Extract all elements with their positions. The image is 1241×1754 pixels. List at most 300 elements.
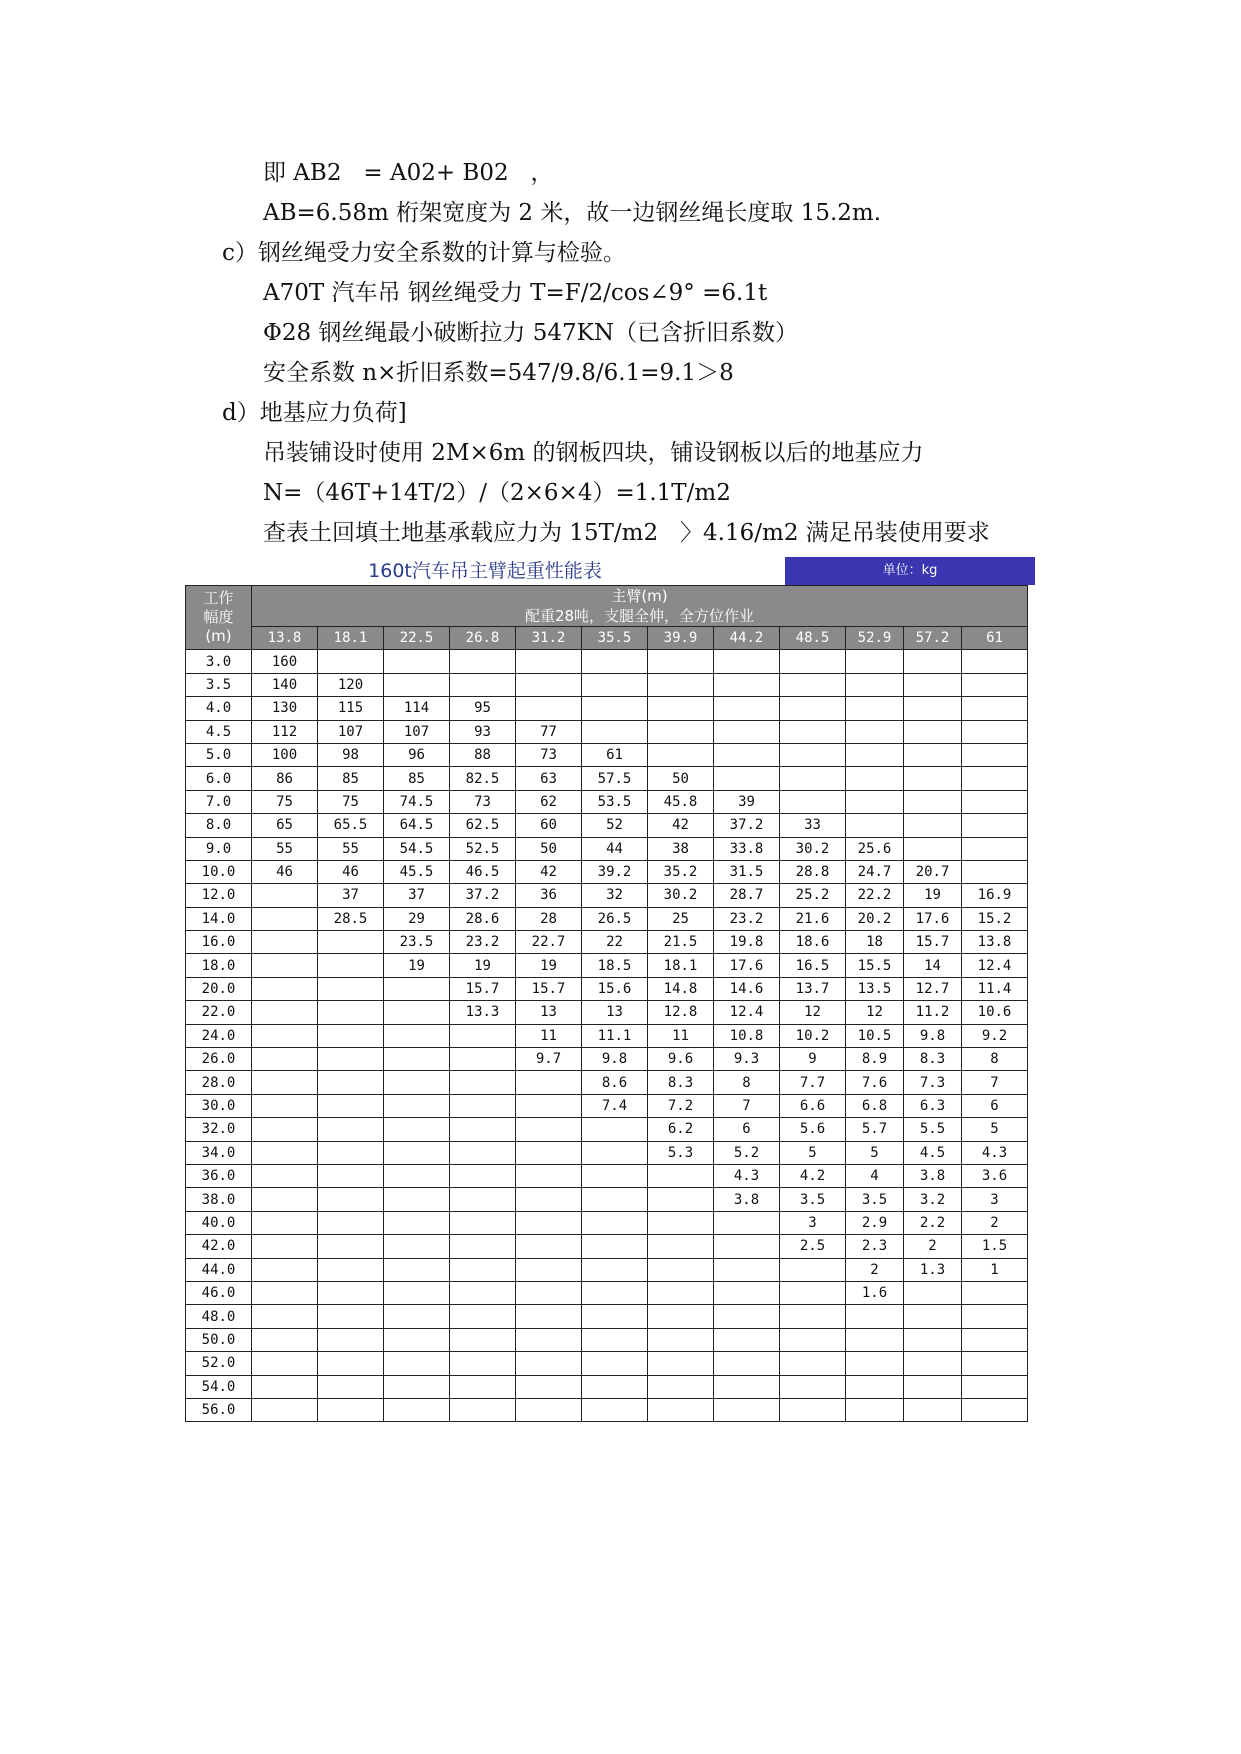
capacity-cell: 28 [516,907,582,930]
capacity-cell [450,1281,516,1304]
capacity-cell [384,650,450,673]
capacity-cell: 25.2 [780,884,846,907]
capacity-cell [582,1305,648,1328]
capacity-cell: 9 [780,1048,846,1071]
capacity-cell: 7 [714,1094,780,1117]
capacity-cell: 33.8 [714,837,780,860]
capacity-cell: 30.2 [780,837,846,860]
capacity-cell [648,1398,714,1421]
capacity-cell [582,1118,648,1141]
capacity-cell [252,1281,318,1304]
capacity-cell: 88 [450,743,516,766]
capacity-cell: 4.2 [780,1164,846,1187]
radius-header [186,586,252,650]
capacity-cell: 86 [252,767,318,790]
radius-cell: 22.0 [186,1001,252,1024]
capacity-cell: 50 [516,837,582,860]
capacity-cell: 5 [846,1141,904,1164]
capacity-cell [450,1141,516,1164]
capacity-cell: 75 [318,790,384,813]
capacity-cell [318,1188,384,1211]
capacity-cell: 28.6 [450,907,516,930]
capacity-cell: 12 [780,1001,846,1024]
capacity-cell [846,790,904,813]
table-row [186,1164,1028,1187]
capacity-cell [846,1328,904,1351]
capacity-cell: 6.6 [780,1094,846,1117]
capacity-cell: 37 [318,884,384,907]
capacity-cell: 2 [846,1258,904,1281]
capacity-cell [318,1211,384,1234]
capacity-cell [962,1281,1028,1304]
capacity-cell [582,1352,648,1375]
capacity-cell [318,1001,384,1024]
capacity-cell: 10.8 [714,1024,780,1047]
capacity-cell [450,1258,516,1281]
capacity-cell: 19 [904,884,962,907]
capacity-cell: 140 [252,673,318,696]
capacity-cell: 37.2 [450,884,516,907]
capacity-cell [962,697,1028,720]
capacity-cell [450,1118,516,1141]
radius-cell: 24.0 [186,1024,252,1047]
capacity-cell: 19.8 [714,931,780,954]
capacity-cell [450,1094,516,1117]
capacity-cell: 14 [904,954,962,977]
table-row [186,860,1028,883]
boom-length-cell: 57.2 [904,627,962,650]
capacity-cell [516,1352,582,1375]
capacity-cell [962,790,1028,813]
capacity-cell [252,977,318,1000]
capacity-cell [252,1258,318,1281]
capacity-cell: 52 [582,814,648,837]
table-row [186,1328,1028,1351]
table-row [186,1211,1028,1234]
capacity-cell: 11.1 [582,1024,648,1047]
capacity-cell [648,1328,714,1351]
capacity-cell: 17.6 [904,907,962,930]
capacity-cell [450,1048,516,1071]
capacity-cell [648,1188,714,1211]
capacity-cell [384,1188,450,1211]
capacity-cell: 82.5 [450,767,516,790]
capacity-cell: 29 [384,907,450,930]
capacity-cell [904,697,962,720]
capacity-cell: 4.3 [962,1141,1028,1164]
radius-cell: 38.0 [186,1188,252,1211]
capacity-cell [780,767,846,790]
capacity-cell [904,743,962,766]
table-row [186,1235,1028,1258]
boom-length-cell: 52.9 [846,627,904,650]
radius-cell: 6.0 [186,767,252,790]
capacity-cell [780,1375,846,1398]
capacity-cell: 95 [450,697,516,720]
capacity-cell [252,1235,318,1258]
capacity-cell [516,1398,582,1421]
table-row [186,1352,1028,1375]
capacity-cell [318,1375,384,1398]
capacity-cell: 32 [582,884,648,907]
capacity-cell: 28.5 [318,907,384,930]
capacity-cell [904,1305,962,1328]
capacity-cell: 130 [252,697,318,720]
radius-cell: 54.0 [186,1375,252,1398]
capacity-cell: 107 [318,720,384,743]
table-row [186,954,1028,977]
capacity-cell: 10.5 [846,1024,904,1047]
radius-cell: 34.0 [186,1141,252,1164]
table-row [186,1305,1028,1328]
capacity-cell: 8.9 [846,1048,904,1071]
capacity-cell: 36 [516,884,582,907]
capacity-cell: 35.2 [648,860,714,883]
capacity-cell: 2.2 [904,1211,962,1234]
radius-cell: 5.0 [186,743,252,766]
capacity-cell: 107 [384,720,450,743]
capacity-cell [252,1188,318,1211]
capacity-cell [450,1305,516,1328]
capacity-cell [450,1188,516,1211]
boom-note: 配重28吨，支腿全伸，全方位作业 [524,607,755,625]
capacity-cell [252,1048,318,1071]
boom-length-cell: 48.5 [780,627,846,650]
capacity-cell: 55 [252,837,318,860]
capacity-cell: 46 [318,860,384,883]
table-row [186,1375,1028,1398]
radius-cell: 16.0 [186,931,252,954]
table-row [186,907,1028,930]
capacity-cell [582,650,648,673]
capacity-cell [962,1305,1028,1328]
capacity-cell: 7 [962,1071,1028,1094]
capacity-cell: 13 [582,1001,648,1024]
capacity-cell [648,1281,714,1304]
capacity-cell [846,767,904,790]
capacity-cell [582,1375,648,1398]
capacity-cell: 31.5 [714,860,780,883]
capacity-cell [714,767,780,790]
capacity-cell [904,650,962,673]
table-row [186,814,1028,837]
capacity-cell [318,977,384,1000]
radius-cell: 4.5 [186,720,252,743]
capacity-cell: 46 [252,860,318,883]
radius-cell: 40.0 [186,1211,252,1234]
boom-length-cell: 39.9 [648,627,714,650]
capacity-cell [846,673,904,696]
capacity-cell: 2.3 [846,1235,904,1258]
capacity-cell: 28.8 [780,860,846,883]
unit-label: 单位：kg [785,557,1035,585]
table-row [186,650,1028,673]
capacity-cell [582,1258,648,1281]
capacity-cell [648,650,714,673]
capacity-cell [516,1141,582,1164]
capacity-cell [780,720,846,743]
capacity-cell [962,837,1028,860]
capacity-cell: 46.5 [450,860,516,883]
table-row [186,1141,1028,1164]
capacity-cell [846,1305,904,1328]
capacity-cell [318,1094,384,1117]
capacity-cell [384,1048,450,1071]
boom-length-cell: 31.2 [516,627,582,650]
capacity-cell [846,697,904,720]
capacity-cell [384,1281,450,1304]
capacity-cell [582,673,648,696]
capacity-cell: 112 [252,720,318,743]
capacity-cell: 14.8 [648,977,714,1000]
capacity-cell: 6.8 [846,1094,904,1117]
radius-cell: 30.0 [186,1094,252,1117]
capacity-cell [318,1141,384,1164]
capacity-cell [962,860,1028,883]
table-row [186,1094,1028,1117]
capacity-cell [714,650,780,673]
capacity-cell [714,673,780,696]
capacity-cell: 11.4 [962,977,1028,1000]
capacity-cell: 5.7 [846,1118,904,1141]
capacity-cell [714,1328,780,1351]
capacity-cell [384,1235,450,1258]
capacity-cell: 64.5 [384,814,450,837]
capacity-cell [780,673,846,696]
capacity-cell: 1.6 [846,1281,904,1304]
table-row [186,743,1028,766]
capacity-cell [962,1328,1028,1351]
capacity-cell: 85 [318,767,384,790]
capacity-cell [962,1398,1028,1421]
capacity-cell: 8.3 [904,1048,962,1071]
boom-header [252,586,1028,627]
capacity-cell [648,1235,714,1258]
capacity-cell: 16.5 [780,954,846,977]
capacity-cell: 7.4 [582,1094,648,1117]
table-body [186,650,1028,1422]
radius-cell: 4.0 [186,697,252,720]
capacity-cell [846,814,904,837]
capacity-cell: 54.5 [384,837,450,860]
capacity-cell: 18.5 [582,954,648,977]
capacity-cell [318,1048,384,1071]
capacity-cell: 15.7 [904,931,962,954]
capacity-cell: 114 [384,697,450,720]
table-row [186,837,1028,860]
capacity-cell: 6.2 [648,1118,714,1141]
capacity-cell: 15.5 [846,954,904,977]
capacity-cell: 61 [582,743,648,766]
boom-length-cell: 26.8 [450,627,516,650]
capacity-cell: 3.8 [904,1164,962,1187]
capacity-cell [780,650,846,673]
capacity-cell: 5.2 [714,1141,780,1164]
capacity-cell [252,1352,318,1375]
capacity-cell [904,1398,962,1421]
capacity-cell [582,1188,648,1211]
capacity-cell [582,1281,648,1304]
capacity-cell [516,697,582,720]
capacity-cell: 77 [516,720,582,743]
capacity-cell [318,1164,384,1187]
capacity-cell [714,1398,780,1421]
capacity-cell [450,673,516,696]
capacity-cell [962,720,1028,743]
capacity-cell: 10.6 [962,1001,1028,1024]
capacity-cell [318,1328,384,1351]
capacity-cell [384,1328,450,1351]
capacity-cell: 2 [962,1211,1028,1234]
capacity-cell [252,907,318,930]
capacity-cell: 6.3 [904,1094,962,1117]
capacity-cell [318,1398,384,1421]
boom-label: 主臂(m) [611,587,668,605]
capacity-cell: 22 [582,931,648,954]
load-capacity-table [185,585,1028,1422]
capacity-cell: 100 [252,743,318,766]
capacity-cell: 3.8 [714,1188,780,1211]
capacity-cell: 23.2 [714,907,780,930]
capacity-cell [516,1164,582,1187]
capacity-cell: 3.5 [846,1188,904,1211]
capacity-cell: 12 [846,1001,904,1024]
capacity-cell [450,1024,516,1047]
capacity-cell [384,1258,450,1281]
capacity-cell [780,697,846,720]
text-line: Φ28 钢丝绳最小破断拉力 547KN（已含折旧系数） [263,320,798,346]
capacity-cell [384,1118,450,1141]
radius-header-line: (m) [205,627,232,646]
capacity-cell: 13 [516,1001,582,1024]
capacity-cell: 19 [516,954,582,977]
capacity-cell [450,1398,516,1421]
capacity-cell [516,1328,582,1351]
capacity-cell [318,1281,384,1304]
capacity-cell: 15.6 [582,977,648,1000]
radius-cell: 10.0 [186,860,252,883]
table-row [186,720,1028,743]
text-line: 即 AB2 = A02+ B02 ， [263,160,554,186]
capacity-cell [714,697,780,720]
capacity-cell: 52.5 [450,837,516,860]
table-row [186,884,1028,907]
capacity-cell [252,884,318,907]
capacity-cell [846,1398,904,1421]
boom-length-cell: 44.2 [714,627,780,650]
capacity-cell: 22.7 [516,931,582,954]
capacity-cell: 21.5 [648,931,714,954]
capacity-cell [904,767,962,790]
capacity-cell: 7.2 [648,1094,714,1117]
capacity-cell: 2 [904,1235,962,1258]
capacity-cell: 9.6 [648,1048,714,1071]
capacity-cell: 5.6 [780,1118,846,1141]
capacity-cell [714,720,780,743]
capacity-cell: 20.2 [846,907,904,930]
capacity-cell: 42 [516,860,582,883]
radius-cell: 14.0 [186,907,252,930]
capacity-cell: 7.7 [780,1071,846,1094]
capacity-cell [904,790,962,813]
text-line: 查表土回填土地基承载应力为 15T/m2 〉4.16/m2 满足吊装使用要求 [263,520,990,546]
capacity-cell [714,1281,780,1304]
capacity-cell [252,1211,318,1234]
radius-cell: 28.0 [186,1071,252,1094]
table-row [186,767,1028,790]
capacity-cell [648,1305,714,1328]
capacity-cell [648,1164,714,1187]
capacity-cell: 15.2 [962,907,1028,930]
capacity-cell [318,1235,384,1258]
capacity-cell [962,743,1028,766]
capacity-cell: 9.2 [962,1024,1028,1047]
capacity-cell: 9.8 [582,1048,648,1071]
capacity-cell: 62.5 [450,814,516,837]
capacity-cell: 20.7 [904,860,962,883]
capacity-cell [516,1375,582,1398]
capacity-cell: 24.7 [846,860,904,883]
capacity-cell [516,1118,582,1141]
radius-header-line: 幅度 [203,608,234,627]
radius-header-line: 工作 [203,589,234,608]
capacity-cell [318,1305,384,1328]
capacity-cell [516,1281,582,1304]
text-line: N=（46T+14T/2）/（2×6×4）=1.1T/m2 [263,480,731,506]
capacity-cell [384,1024,450,1047]
capacity-cell [384,1305,450,1328]
boom-length-cell: 35.5 [582,627,648,650]
capacity-cell [714,1375,780,1398]
capacity-cell: 55 [318,837,384,860]
capacity-cell: 39.2 [582,860,648,883]
capacity-cell [516,1188,582,1211]
capacity-cell [648,673,714,696]
capacity-cell [582,1211,648,1234]
capacity-cell: 93 [450,720,516,743]
capacity-cell [252,1071,318,1094]
capacity-cell: 33 [780,814,846,837]
table-row [186,697,1028,720]
capacity-cell: 4.3 [714,1164,780,1187]
capacity-cell [582,1328,648,1351]
capacity-cell: 19 [384,954,450,977]
capacity-cell: 9.3 [714,1048,780,1071]
capacity-cell: 13.8 [962,931,1028,954]
capacity-cell: 8 [714,1071,780,1094]
capacity-cell [648,1211,714,1234]
radius-cell: 20.0 [186,977,252,1000]
capacity-cell [384,1141,450,1164]
capacity-cell [714,1305,780,1328]
capacity-cell [714,1352,780,1375]
capacity-cell: 45.8 [648,790,714,813]
capacity-cell: 3.5 [780,1188,846,1211]
capacity-cell: 25.6 [846,837,904,860]
radius-cell: 32.0 [186,1118,252,1141]
capacity-cell [582,697,648,720]
capacity-cell [252,1001,318,1024]
capacity-cell: 98 [318,743,384,766]
capacity-cell: 38 [648,837,714,860]
capacity-cell: 8.6 [582,1071,648,1094]
capacity-cell [318,1352,384,1375]
capacity-cell [780,743,846,766]
capacity-cell [582,1398,648,1421]
radius-cell: 56.0 [186,1398,252,1421]
capacity-cell [318,1024,384,1047]
capacity-cell [582,1141,648,1164]
